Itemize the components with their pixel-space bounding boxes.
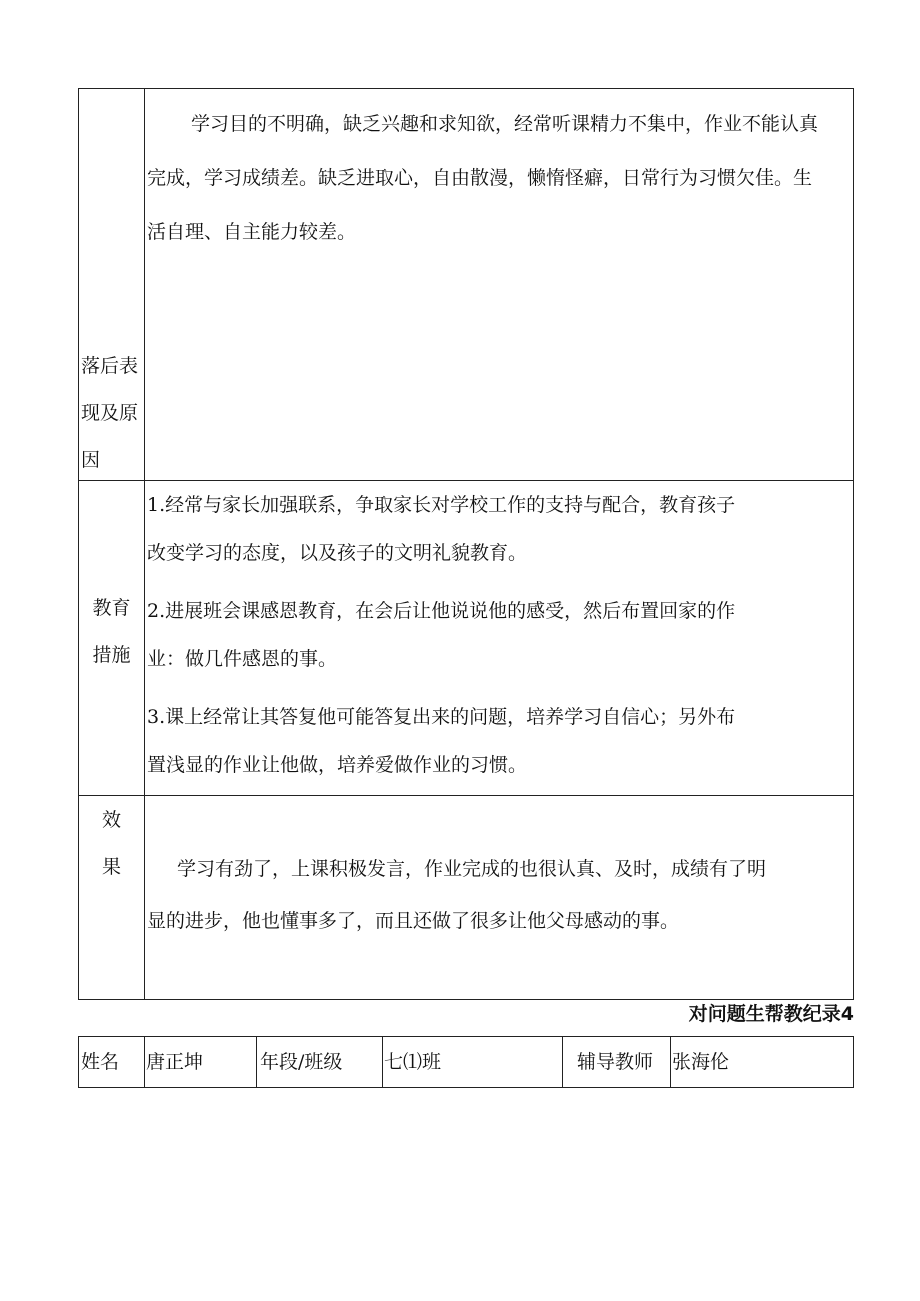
student-info-table — [78, 1036, 854, 1088]
cell-divider — [256, 1037, 257, 1087]
label-line: 教育 — [92, 597, 131, 619]
measure-item — [145, 587, 853, 683]
label-line: 果 — [101, 856, 121, 878]
class-value: 七⑴班 — [384, 1051, 442, 1073]
label-line: 因 — [81, 449, 101, 471]
measure-line: 3.课上经常让其答复他可能答复出来的问题，培养学习自信心；另外布 — [147, 706, 736, 728]
backward-performance-label — [79, 343, 146, 484]
paragraph-line: 学习目的不明确，缺乏兴趣和求知欲，经常听课精力不集中，作业不能认真 — [191, 113, 819, 135]
education-measures-label — [79, 585, 144, 679]
effect-label — [79, 797, 144, 891]
cell-divider — [670, 1037, 671, 1087]
name-value: 唐正坤 — [146, 1051, 204, 1073]
measure-line: 改变学习的态度，以及孩子的文明礼貌教育。 — [147, 542, 528, 564]
cell-divider — [562, 1037, 563, 1087]
measure-line: 业：做几件感恩的事。 — [147, 648, 338, 670]
measure-item — [145, 693, 853, 789]
label-line: 措施 — [92, 644, 131, 666]
measure-line: 1.经常与家长加强联系，争取家长对学校工作的支持与配合，教育孩子 — [147, 494, 736, 516]
measure-line: 置浅显的作业让他做，培养爱做作业的习惯。 — [147, 754, 528, 776]
education-measures-text — [145, 481, 853, 799]
teacher-label: 辅导教师 — [577, 1051, 654, 1073]
measure-item — [145, 481, 853, 577]
cell-divider — [382, 1037, 383, 1087]
paragraph-line: 完成，学习成绩差。缺乏进取心，自由散漫，懒惰怪癖，日常行为习惯欠佳。生 — [147, 167, 813, 189]
backward-performance-text — [145, 97, 853, 259]
effect-text — [145, 843, 853, 947]
label-line: 现及原 — [81, 402, 139, 424]
paragraph-line: 活自理、自主能力较差。 — [147, 221, 357, 243]
record-table — [78, 88, 854, 1000]
label-line: 落后表 — [81, 355, 139, 377]
class-label: 年段/班级 — [260, 1051, 343, 1073]
measure-line: 2.进展班会课感恩教育，在会后让他说说他的感受，然后布置回家的作 — [147, 600, 736, 622]
paragraph-line: 学习有劲了，上课积极发言，作业完成的也很认真、及时，成绩有了明 — [177, 858, 767, 880]
label-line: 效 — [101, 809, 121, 831]
paragraph-line: 显的进步，他也懂事多了，而且还做了很多让他父母感动的事。 — [147, 910, 680, 932]
cell-divider — [144, 1037, 145, 1087]
record-heading: 对问题生帮教纪录4 — [688, 1003, 854, 1025]
name-label: 姓名 — [81, 1051, 120, 1073]
teacher-value: 张海伦 — [672, 1051, 730, 1073]
